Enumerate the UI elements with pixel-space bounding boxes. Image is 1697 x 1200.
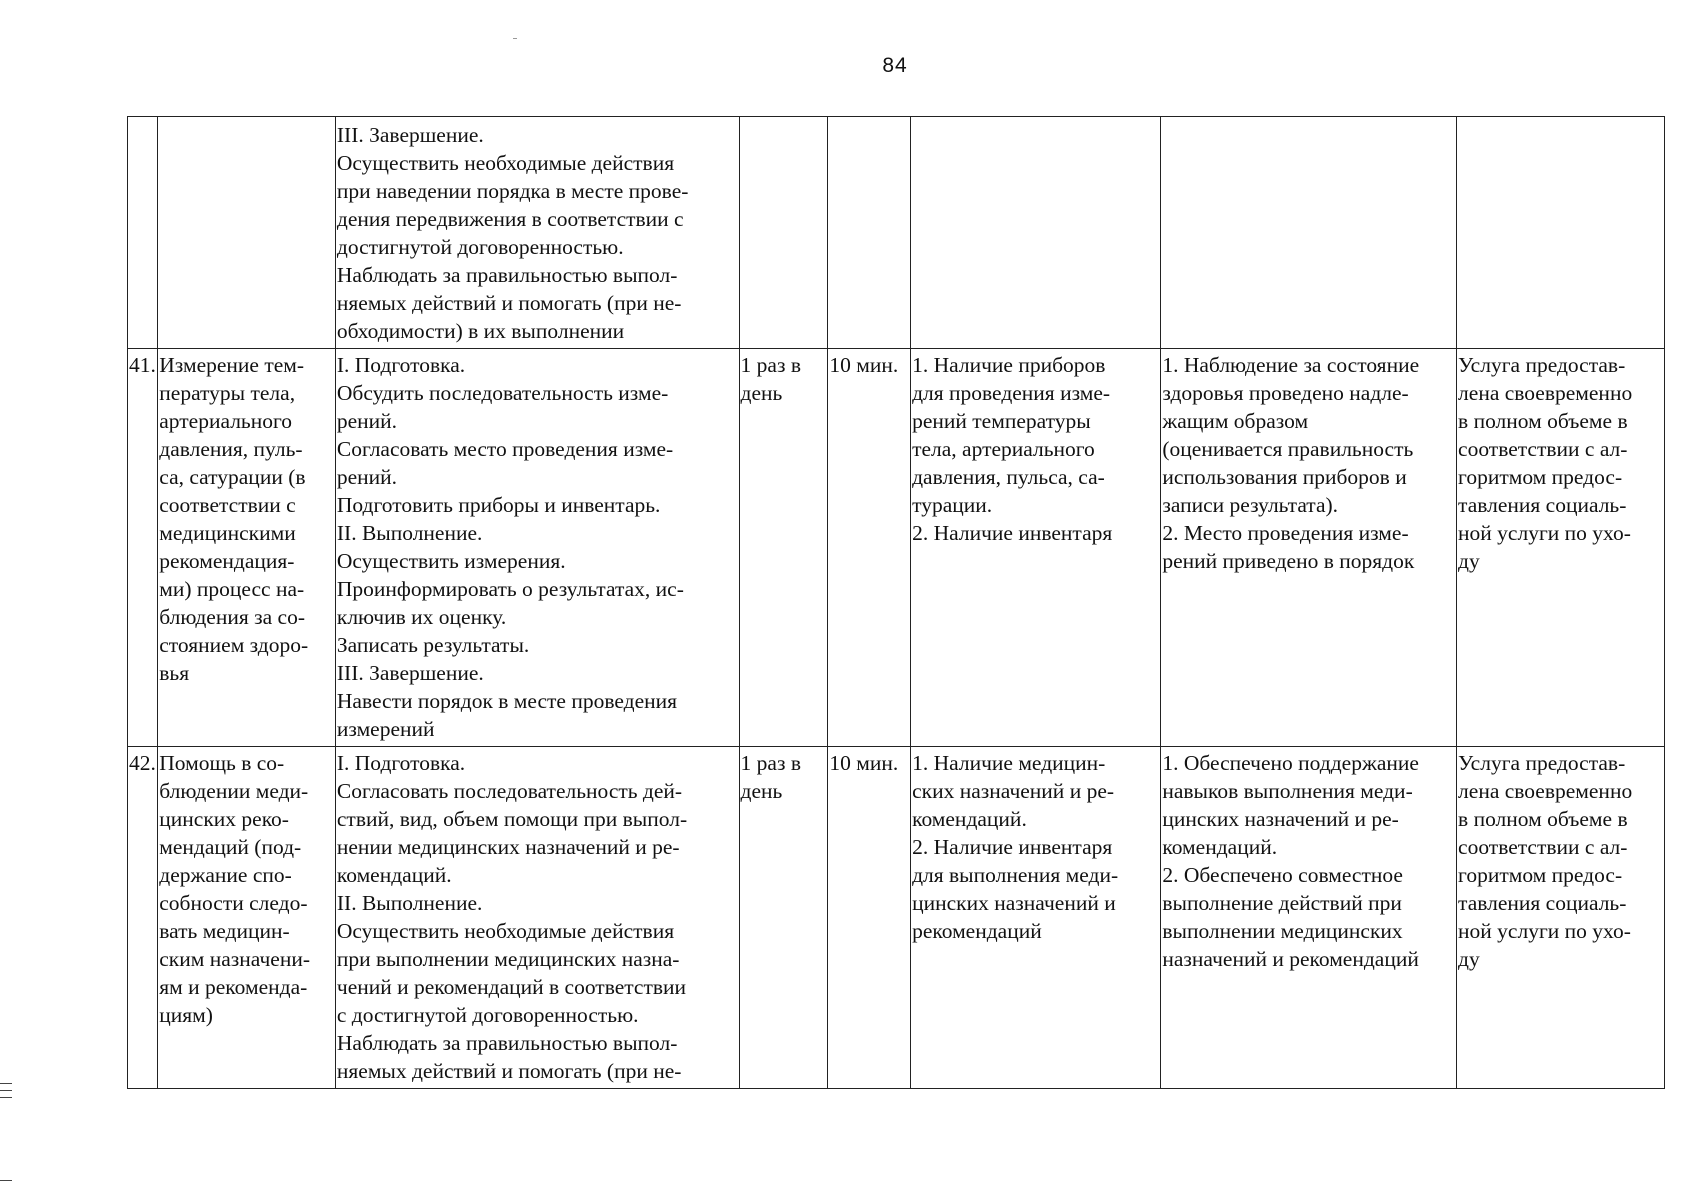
evaluation-cell: Услуга предостав- лена своевременно в полном объеме в соответствии с ал- горитмом предос- тавления социаль- ной услуги по ухо- ду: [1457, 349, 1665, 747]
evaluation-cell: Услуга предостав- лена своевременно в полном объеме в соответствии с ал- горитмом предос- тавления социаль- ной услуги по ухо- ду: [1457, 747, 1665, 1089]
page-number: 84: [882, 54, 908, 77]
evaluation-cell: [1457, 117, 1665, 349]
duration-cell: 10 мин.: [828, 747, 911, 1089]
frequency-cell: 1 раз в день: [739, 349, 828, 747]
table-row: [128, 117, 1665, 349]
service-name-cell: Измерение тем- пературы тела, артериального давления, пуль- са, сатурации (в соответствии с медицинскими рекомендация- ми) процесс на- блюдения за со- стоянием здоро- вья: [158, 349, 336, 747]
service-description-cell: I. Подготовка. Обсудить последовательность изме- рений. Согласовать место проведения изме- рений. Подготовить приборы и инвентарь. II. Выполнение. Осуществить измерения. Проинформировать о результатах, ис- ключив их оценку. Записать результаты. III. Завершение. Навести порядок в месте проведения измерений: [335, 349, 739, 747]
frequency-cell: [739, 117, 828, 349]
quality-indicators-cell: 1. Обеспечено поддержание навыков выполнения меди- цинских назначений и ре- комендаций. 2. Обеспечено совместное выполнение действий при выполнении медицинских назначений и рекомендаций: [1161, 747, 1457, 1089]
quality-indicators-cell: 1. Наблюдение за состояние здоровья проведено надле- жащим образом (оценивается правильность использования приборов и записи результата). 2. Место проведения изме- рений приведено в порядок: [1161, 349, 1457, 747]
margin-mark: [0, 1083, 12, 1084]
service-description-cell: I. Подготовка. Согласовать последовательность дей- ствий, вид, объем помощи при выпол- нении медицинских назначений и ре- комендаций. II. Выполнение. Осуществить необходимые действия при выполнении медицинских назна- чений и рекомендаций в соответствии с достигнутой договоренностью. Наблюдать за правильностью выпол- няемых действий и помогать (при не-: [335, 747, 739, 1089]
conditions-cell: 1. Наличие медицин- ских назначений и ре- комендаций. 2. Наличие инвентаря для выполнения меди- цинских назначений и рекомендаций: [911, 747, 1161, 1089]
margin-mark: [0, 1097, 12, 1098]
service-description-cell: III. Завершение. Осуществить необходимые действия при наведении порядка в месте прове- дения передвижения в соответствии с достигнутой договоренностью. Наблюдать за правильностью выпол- няемых действий и помогать (при не- обходимости) в их выполнении: [335, 117, 739, 349]
margin-mark: [0, 1090, 12, 1091]
duration-cell: [828, 117, 911, 349]
row-number-cell: 41.: [128, 349, 158, 747]
service-name-cell: Помощь в со- блюдении меди- цинских реко- мендаций (под- держание спо- собности следо- вать медицин- ским назначени- ям и рекоменда- циям): [158, 747, 336, 1089]
row-number-cell: 42.: [128, 747, 158, 1089]
duration-cell: 10 мин.: [828, 349, 911, 747]
scan-dash-mark: [513, 38, 517, 39]
margin-mark: [0, 1180, 12, 1181]
frequency-cell: 1 раз в день: [739, 747, 828, 1089]
conditions-cell: 1. Наличие приборов для проведения изме- рений температуры тела, артериального давления, пульса, са- турации. 2. Наличие инвентаря: [911, 349, 1161, 747]
table-row: [128, 349, 1665, 747]
row-number-cell: [128, 117, 158, 349]
conditions-cell: [911, 117, 1161, 349]
services-table: [127, 116, 1665, 1089]
service-name-cell: [158, 117, 336, 349]
table-row: [128, 747, 1665, 1089]
quality-indicators-cell: [1161, 117, 1457, 349]
